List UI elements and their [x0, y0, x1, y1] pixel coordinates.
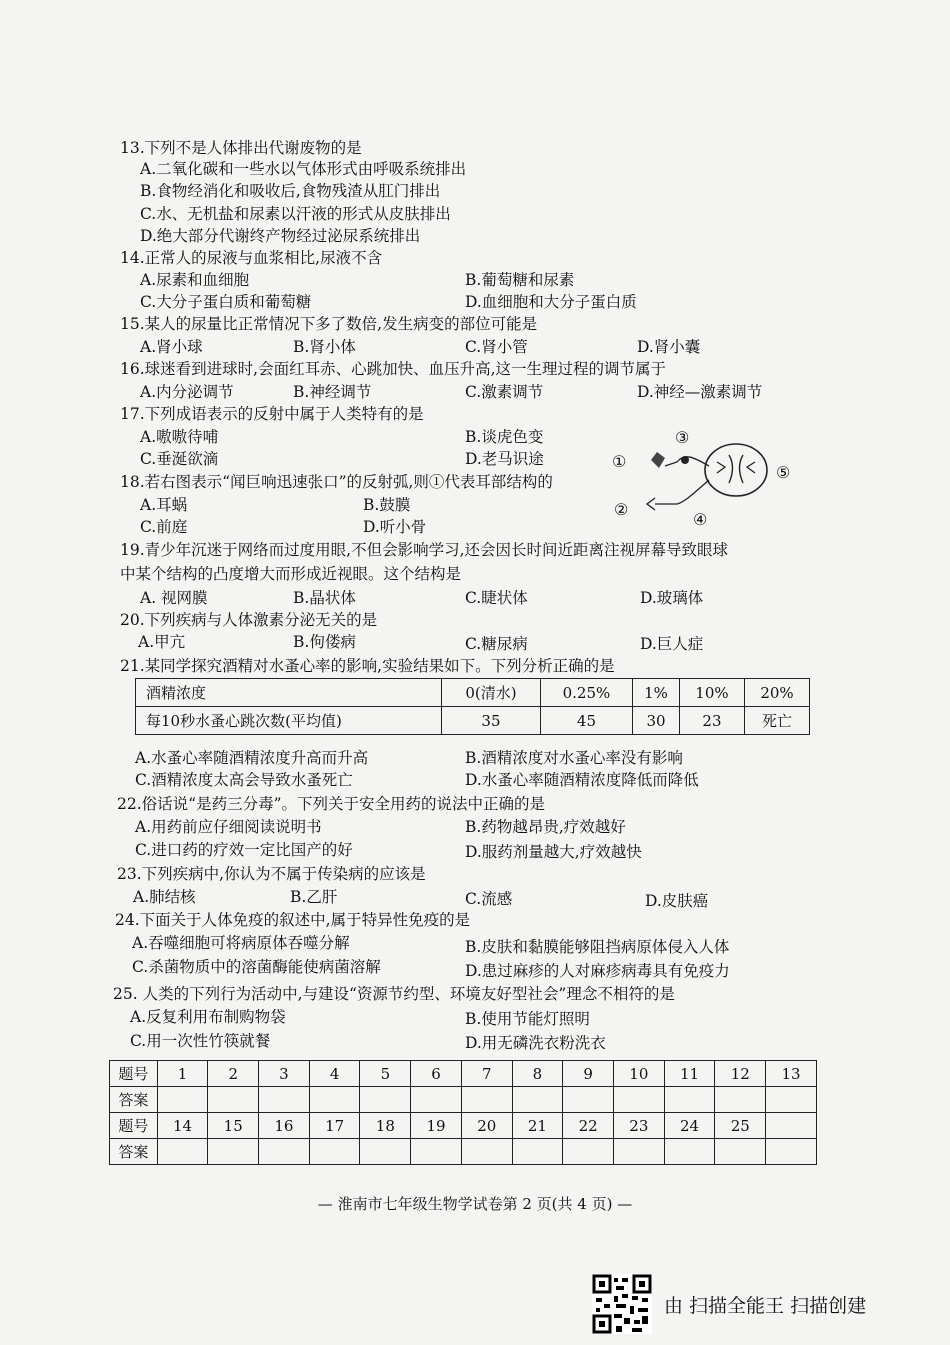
question-number-cell: 14 — [157, 1113, 208, 1139]
question-number-cell: 2 — [208, 1061, 259, 1087]
q24-option-c: C.杀菌物质中的溶菌酶能使病菌溶解 — [132, 958, 381, 976]
answer-cell[interactable] — [309, 1087, 360, 1113]
question-19-stem: 19.青少年沉迷于网络而过度用眼,不但会影响学习,还会因长时间近距离注视屏幕导致眼球 — [120, 541, 729, 559]
question-19-stem-cont: 中某个结构的凸度增大而形成近视眼。这个结构是 — [120, 565, 462, 583]
question-number-cell: 22 — [563, 1113, 614, 1139]
q19-option-d: D.玻璃体 — [640, 589, 704, 607]
answer-cell[interactable] — [208, 1087, 259, 1113]
question-21-stem: 21.某同学探究酒精对水蚤心率的影响,实验结果如下。下列分析正确的是 — [120, 657, 615, 675]
concentration-cell: 1% — [633, 679, 680, 707]
question-25-stem: 25. 人类的下列行为活动中,与建设“资源节约型、环境友好型社会”理念不相符的是 — [113, 985, 675, 1003]
question-number-cell: 20 — [461, 1113, 512, 1139]
q18-option-a: A.耳蜗 — [140, 496, 188, 514]
answer-cell[interactable] — [715, 1139, 766, 1165]
question-23-stem: 23.下列疾病中,你认为不属于传染病的应该是 — [117, 865, 426, 883]
question-number-cell: 5 — [360, 1061, 411, 1087]
question-number-cell: 11 — [664, 1061, 715, 1087]
question-number-cell: 13 — [766, 1061, 817, 1087]
q20-option-b: B.佝偻病 — [293, 633, 356, 651]
heartbeat-cell: 35 — [442, 707, 541, 735]
question-number-cell: 12 — [715, 1061, 766, 1087]
question-16-stem: 16.球迷看到进球时,会面红耳赤、心跳加快、血压升高,这一生理过程的调节属于 — [120, 360, 667, 378]
question-number-cell: 17 — [309, 1113, 360, 1139]
q22-option-a: A.用药前应仔细阅读说明书 — [135, 818, 322, 836]
answer-cell[interactable] — [715, 1087, 766, 1113]
answer-cell[interactable] — [461, 1139, 512, 1165]
q21-option-a: A.水蚤心率随酒精浓度升高而升高 — [135, 749, 369, 767]
question-number-cell: 16 — [259, 1113, 310, 1139]
question-number-cell: 3 — [259, 1061, 310, 1087]
q17-option-b: B.谈虎色变 — [465, 428, 544, 446]
table-row-label: 每10秒水蚤心跳次数(平均值) — [136, 707, 442, 735]
page-footer: — 淮南市七年级生物学试卷第 2 页(共 4 页) — — [317, 1195, 633, 1213]
q13-option-c: C.水、无机盐和尿素以汗液的形式从皮肤排出 — [140, 205, 451, 223]
q16-option-c: C.激素调节 — [465, 383, 544, 401]
concentration-cell: 10% — [679, 679, 744, 707]
answer-cell[interactable] — [157, 1139, 208, 1165]
q18-option-c: C.前庭 — [140, 518, 188, 536]
q13-option-d: D.绝大部分代谢终产物经过泌尿系统排出 — [140, 227, 421, 245]
answer-cell[interactable] — [259, 1087, 310, 1113]
table-row — [110, 1139, 817, 1165]
q20-option-c: C.糖尿病 — [465, 635, 528, 653]
diagram-label-1: ① — [612, 452, 627, 471]
q16-option-b: B.神经调节 — [293, 383, 372, 401]
heartbeat-cell: 45 — [540, 707, 632, 735]
q22-option-d: D.服药剂量越大,疗效越快 — [465, 843, 642, 861]
q21-option-b: B.酒精浓度对水蚤心率没有影响 — [465, 749, 683, 767]
q13-option-b: B.食物经消化和吸收后,食物残渣从肛门排出 — [140, 182, 441, 200]
q21-option-d: D.水蚤心率随酒精浓度降低而降低 — [465, 771, 699, 789]
q24-option-b: B.皮肤和黏膜能够阻挡病原体侵入人体 — [465, 938, 730, 956]
question-number-cell: 21 — [512, 1113, 563, 1139]
question-number-cell: 4 — [309, 1061, 360, 1087]
q25-option-b: B.使用节能灯照明 — [465, 1010, 590, 1028]
question-number-cell: 8 — [512, 1061, 563, 1087]
q25-option-c: C.用一次性竹筷就餐 — [130, 1032, 271, 1050]
grid-label-answer: 答案 — [110, 1139, 158, 1165]
question-number-cell: 1 — [157, 1061, 208, 1087]
concentration-cell: 20% — [744, 679, 809, 707]
q23-option-c: C.流感 — [465, 890, 513, 908]
answer-cell[interactable] — [614, 1139, 665, 1165]
answer-cell[interactable] — [360, 1139, 411, 1165]
answer-cell[interactable] — [664, 1087, 715, 1113]
q14-option-c: C.大分子蛋白质和葡萄糖 — [140, 293, 312, 311]
q19-option-c: C.睫状体 — [465, 589, 528, 607]
question-14-stem: 14.正常人的尿液与血浆相比,尿液不含 — [120, 249, 383, 267]
answer-cell[interactable] — [512, 1139, 563, 1165]
answer-cell[interactable] — [563, 1139, 614, 1165]
answer-cell[interactable] — [461, 1087, 512, 1113]
table-row — [136, 707, 810, 735]
q20-option-a: A.甲亢 — [138, 633, 186, 651]
answer-cell[interactable] — [360, 1087, 411, 1113]
q15-option-a: A.肾小球 — [140, 338, 203, 356]
diagram-label-3: ③ — [675, 428, 690, 447]
q25-option-a: A.反复利用布制购物袋 — [130, 1008, 286, 1026]
scanner-watermark: 由 扫描全能王 扫描创建 — [664, 1295, 867, 1317]
question-17-stem: 17.下列成语表示的反射中属于人类特有的是 — [120, 405, 424, 423]
question-number-cell: 7 — [461, 1061, 512, 1087]
q22-option-b: B.药物越昂贵,疗效越好 — [465, 818, 626, 836]
q14-option-d: D.血细胞和大分子蛋白质 — [465, 293, 637, 311]
answer-cell[interactable] — [766, 1087, 817, 1113]
grid-label-question: 题号 — [110, 1113, 158, 1139]
q19-option-a: A. 视网膜 — [140, 589, 208, 607]
heartbeat-cell: 死亡 — [744, 707, 809, 735]
answer-cell[interactable] — [664, 1139, 715, 1165]
question-13-stem: 13.下列不是人体排出代谢废物的是 — [120, 139, 362, 157]
q14-option-a: A.尿素和血细胞 — [140, 271, 250, 289]
question-number-cell: 10 — [614, 1061, 665, 1087]
answer-cell[interactable] — [259, 1139, 310, 1165]
table-row — [110, 1087, 817, 1113]
question-number-cell: 18 — [360, 1113, 411, 1139]
question-number-cell: 6 — [411, 1061, 462, 1087]
heartbeat-cell: 30 — [633, 707, 680, 735]
answer-cell[interactable] — [157, 1087, 208, 1113]
question-number-cell: 24 — [664, 1113, 715, 1139]
question-number-cell: 25 — [715, 1113, 766, 1139]
answer-cell[interactable] — [309, 1139, 360, 1165]
answer-cell[interactable] — [512, 1087, 563, 1113]
concentration-cell: 0.25% — [540, 679, 632, 707]
answer-cell[interactable] — [766, 1139, 817, 1165]
table-row — [110, 1061, 817, 1087]
q18-option-d: D.听小骨 — [363, 518, 427, 536]
table-header-label: 酒精浓度 — [136, 679, 442, 707]
q21-option-c: C.酒精浓度太高会导致水蚤死亡 — [135, 771, 353, 789]
answer-cell[interactable] — [208, 1139, 259, 1165]
q22-option-c: C.进口药的疗效一定比国产的好 — [135, 841, 353, 859]
q17-option-a: A.嗷嗷待哺 — [140, 428, 219, 446]
question-20-stem: 20.下列疾病与人体激素分泌无关的是 — [120, 611, 378, 629]
q13-option-a: A.二氧化碳和一些水以气体形式由呼吸系统排出 — [140, 160, 467, 178]
q17-option-c: C.垂涎欲滴 — [140, 450, 219, 468]
q20-option-d: D.巨人症 — [640, 635, 704, 653]
grid-label-question: 题号 — [110, 1061, 158, 1087]
concentration-cell: 0(清水) — [442, 679, 541, 707]
answer-cell[interactable] — [411, 1087, 462, 1113]
question-18-stem: 18.若右图表示“闻巨响迅速张口”的反射弧,则①代表耳部结构的 — [120, 473, 553, 491]
diagram-label-5: ⑤ — [776, 463, 791, 482]
q24-option-a: A.吞噬细胞可将病原体吞噬分解 — [132, 934, 350, 952]
q14-option-b: B.葡萄糖和尿素 — [465, 271, 575, 289]
question-number-cell: 15 — [208, 1113, 259, 1139]
answer-grid — [109, 1060, 817, 1165]
alcohol-heartrate-table — [135, 678, 810, 735]
question-number-cell: 19 — [411, 1113, 462, 1139]
q23-option-b: B.乙肝 — [290, 888, 338, 906]
q19-option-b: B.晶状体 — [293, 589, 356, 607]
diagram-label-4: ④ — [693, 510, 708, 529]
qr-code-icon — [592, 1274, 652, 1334]
question-15-stem: 15.某人的尿量比正常情况下多了数倍,发生病变的部位可能是 — [120, 315, 538, 333]
answer-cell[interactable] — [563, 1087, 614, 1113]
q15-option-c: C.肾小管 — [465, 338, 528, 356]
grid-label-answer: 答案 — [110, 1087, 158, 1113]
q24-option-d: D.患过麻疹的人对麻疹病毒具有免疫力 — [465, 962, 730, 980]
diagram-label-2: ② — [614, 500, 629, 519]
answer-cell[interactable] — [614, 1087, 665, 1113]
q23-option-a: A.肺结核 — [133, 888, 196, 906]
question-number-cell: 9 — [563, 1061, 614, 1087]
question-number-cell: 23 — [614, 1113, 665, 1139]
answer-cell[interactable] — [411, 1139, 462, 1165]
q25-option-d: D.用无磷洗衣粉洗衣 — [465, 1034, 606, 1052]
q17-option-d: D.老马识途 — [465, 450, 544, 468]
q15-option-b: B.肾小体 — [293, 338, 356, 356]
question-number-cell — [766, 1113, 817, 1139]
q23-option-d: D.皮肤癌 — [645, 892, 709, 910]
question-24-stem: 24.下面关于人体免疫的叙述中,属于特异性免疫的是 — [115, 911, 471, 929]
table-row — [136, 679, 810, 707]
q15-option-d: D.肾小囊 — [637, 338, 701, 356]
q16-option-a: A.内分泌调节 — [140, 383, 234, 401]
question-22-stem: 22.俗话说“是药三分毒”。下列关于安全用药的说法中正确的是 — [117, 795, 546, 813]
q16-option-d: D.神经—激素调节 — [637, 383, 763, 401]
q18-option-b: B.鼓膜 — [363, 496, 411, 514]
table-row — [110, 1113, 817, 1139]
heartbeat-cell: 23 — [679, 707, 744, 735]
